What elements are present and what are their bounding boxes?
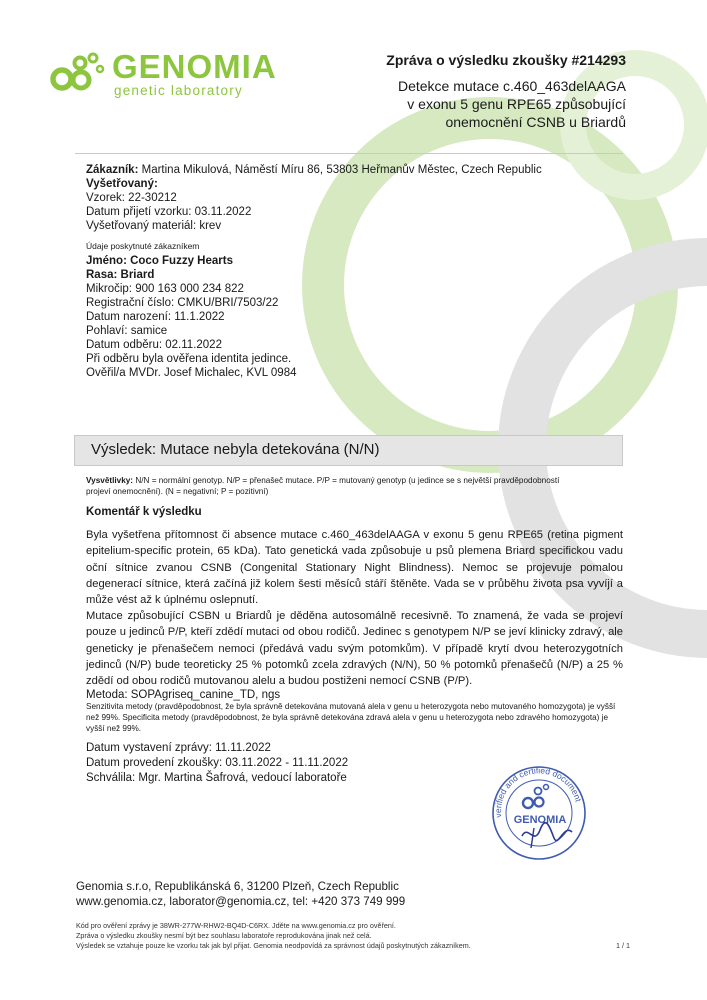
sample-id: Vzorek: 22-30212 xyxy=(86,192,177,204)
report-subtitle-line-2: v exonu 5 genu RPE65 způsobující xyxy=(407,96,626,112)
customer-provided-note: Údaje poskytnuté zákazníkem xyxy=(86,241,200,251)
explanation: Vysvětlivky: N/N = normální genotyp. N/P = přenašeč mutace. P/P = mutovaný genotyp (u jedince se s největší pravděpodobností projeví onemocnění). (N = negativní; P = pozitivní) xyxy=(86,476,560,496)
identity-verified: Při odběru byla ověřena identita jedince. xyxy=(86,353,292,365)
material: Vyšetřovaný materiál: krev xyxy=(86,220,222,232)
animal-breed: Rasa: Briard xyxy=(86,269,155,281)
approved-by: Schválila: Mgr. Martina Šafrová, vedoucí laboratoře xyxy=(86,772,347,784)
certified-stamp-icon xyxy=(484,758,594,868)
verification-code-note: Kód pro ověření zprávy je 38WR-277W-RHW2-BQ4D-C6RX. Jděte na www.genomia.cz pro ověření. xyxy=(76,921,396,930)
registration-number: Registrační číslo: CMKU/BRI/7503/22 xyxy=(86,297,279,309)
footer-address: Genomia s.r.o, Republikánská 6, 31200 Plzeň, Czech Republic xyxy=(76,880,399,893)
svg-text:GENOMIA: GENOMIA xyxy=(513,814,567,826)
page-number: 1 / 1 xyxy=(616,941,630,950)
brand-tagline: genetic laboratory xyxy=(114,83,243,98)
report-subtitle-line-3: onemocnění CSNB u Briardů xyxy=(445,114,626,130)
examined-label: Vyšetřovaný: xyxy=(86,178,158,190)
comment-heading: Komentář k výsledku xyxy=(86,506,202,518)
received-date: Datum přijetí vzorku: 03.11.2022 xyxy=(86,206,252,218)
comment-paragraph-2: Mutace způsobující CSBN u Briardů je děděna autosomálně recesivně. To znamená, že vada se projeví pouze u jedinců P/P, kteří zdědí mutaci od obou rodičů. Jedinec s genotypem N/P se jeví klinicky zdravý, ale geneticky je přenašečem nemoci (předává vadu svým potomkům). V případě krytí dvou heterozygotních jedinců (N/P) bude teoreticky 25 % potomků zcela zdravých (N/N), 50 % potomků přenašečů (N/P) a 25 % zdědí od obou rodičů mutovanou alelu a budou postiženi nemocí CSNB (P/P). xyxy=(86,610,623,688)
header-divider xyxy=(75,153,623,154)
customer-label: Zákazník: xyxy=(86,164,139,176)
microchip: Mikročip: 900 163 000 234 822 xyxy=(86,283,244,295)
result-text: Výsledek: Mutace nebyla detekována (N/N) xyxy=(91,441,380,458)
birth-date: Datum narození: 11.1.2022 xyxy=(86,311,225,323)
method-title: Metoda: SOPAgriseq_canine_TD, ngs xyxy=(86,689,281,701)
svg-text:verified and certified documen: verified and certified document xyxy=(492,765,584,819)
method-note: Senzitivita metody (pravděpodobnost, že byla správně detekována mutovaná alela v genu u heterozygota nebo mutovaného homozygota) je vyšší než 99%. Specificita metody (pravděpodobnost, že byla správně detekována zdravá alela v genu u heterozygota nebo zdravého homozygota) je vyšší než 99%. xyxy=(86,702,616,733)
verified-by: Ověřil/a MVDr. Josef Michalec, KVL 0984 xyxy=(86,367,297,379)
customer-line xyxy=(86,163,542,177)
collection-date: Datum odběru: 02.11.2022 xyxy=(86,339,222,351)
genomia-logo-icon xyxy=(50,47,112,97)
footer-contact: www.genomia.cz, laborator@genomia.cz, tel: +420 373 749 999 xyxy=(76,895,406,908)
sex: Pohlaví: samice xyxy=(86,325,168,337)
reproduction-note: Zpráva o výsledku zkoušky nesmí být bez souhlasu laboratoře reprodukována jinak než celá. xyxy=(76,931,372,940)
scope-note: Výsledek se vztahuje pouze ke vzorku tak jak byl přijat. Genomia neodpovídá za správnost údajů poskytnutých zákazníkem. xyxy=(76,941,471,950)
report-subtitle-line-1: Detekce mutace c.460_463delAAGA xyxy=(397,78,626,94)
test-period: Datum provedení zkoušky: 03.11.2022 - 11.11.2022 xyxy=(86,757,349,769)
report-title: Zpráva o výsledku zkoušky #214293 xyxy=(386,52,626,68)
customer-value: Martina Mikulová, Náměstí Míru 86, 53803 Heřmanův Městec, Czech Republic xyxy=(141,164,542,176)
issue-date: Datum vystavení zprávy: 11.11.2022 xyxy=(86,742,271,754)
comment-paragraph-1: Byla vyšetřena přítomnost či absence mutace c.460_463delAAGA v exonu 5 genu RPE65 (retina pigment epitelium-specific protein, 65 kDa). Tato genetická vada způsobuje u psů plemena Briard specifickou vadu oční sítnice zvanou CSNB (Congenital Stationary Night Blindness). Nemoc se projevuje pomalou degenerací sítnice, která začíná již kolem šesti měsíců stáří štěněte. Vada se v průběhu života psa vyvíjí a může vést až k úplnému oslepnutí. xyxy=(86,529,623,607)
brand-name: GENOMIA xyxy=(112,48,277,85)
animal-name: Jméno: Coco Fuzzy Hearts xyxy=(86,255,233,267)
explanation-label: Vysvětlivky: xyxy=(86,476,134,485)
